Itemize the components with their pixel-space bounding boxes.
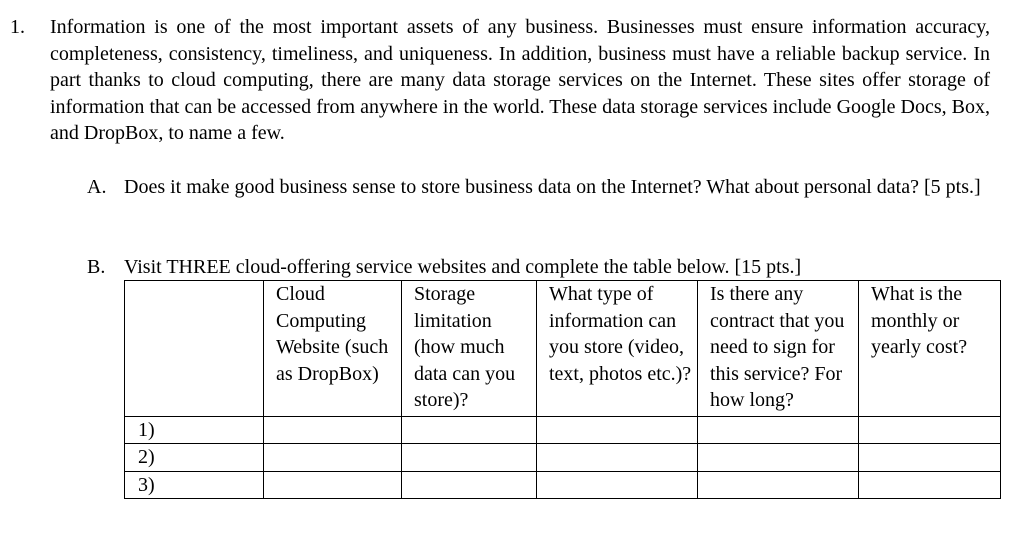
table-row (125, 471, 1001, 499)
table-row (125, 416, 1001, 444)
row-number-cell: 3) (125, 471, 264, 499)
part-a-letter: A. (87, 176, 107, 198)
part-a-question: Does it make good business sense to store business data on the Internet? What about personal data? [5 pts.] (124, 176, 981, 198)
answer-cell[interactable] (698, 444, 859, 472)
answer-cell[interactable] (537, 471, 698, 499)
answer-cell[interactable] (264, 471, 402, 499)
header-cell-info-type: What type of information can you store (video, text, photos etc.)? (537, 281, 698, 417)
question-number: 1. (10, 16, 25, 38)
header-cell-cost: What is the monthly or yearly cost? (859, 281, 1001, 417)
part-b-instructions: Visit THREE cloud-offering service websites and complete the table below. [15 pts.] (124, 256, 802, 278)
header-cell-number (125, 281, 264, 417)
question-intro: Information is one of the most important assets of any business. Businesses must ensure information accuracy, completeness, consistency, timeliness, and uniqueness. In addition, business must have a reliable backup service. In part thanks to cloud computing, there are many data storage services on the Internet. These sites offer storage of information that can be accessed from anywhere in the world. These data storage services include Google Docs, Box, and DropBox, to name a few. (50, 16, 990, 144)
table-header-row (125, 281, 1001, 417)
header-cell-contract: Is there any contract that you need to sign for this service? For how long? (698, 281, 859, 417)
answer-cell[interactable] (537, 416, 698, 444)
answer-cell[interactable] (402, 471, 537, 499)
header-cell-website: Cloud Computing Website (such as DropBox) (264, 281, 402, 417)
table-row (125, 444, 1001, 472)
row-number-cell: 1) (125, 416, 264, 444)
answer-cell[interactable] (859, 471, 1001, 499)
answer-table (124, 280, 1001, 499)
answer-cell[interactable] (402, 416, 537, 444)
answer-cell[interactable] (537, 444, 698, 472)
answer-cell[interactable] (859, 416, 1001, 444)
part-b-letter: B. (87, 256, 106, 278)
answer-cell[interactable] (264, 416, 402, 444)
row-number-cell: 2) (125, 444, 264, 472)
answer-cell[interactable] (264, 444, 402, 472)
answer-cell[interactable] (859, 444, 1001, 472)
answer-cell[interactable] (402, 444, 537, 472)
answer-cell[interactable] (698, 416, 859, 444)
header-cell-storage: Storage limitation (how much data can you store)? (402, 281, 537, 417)
answer-cell[interactable] (698, 471, 859, 499)
